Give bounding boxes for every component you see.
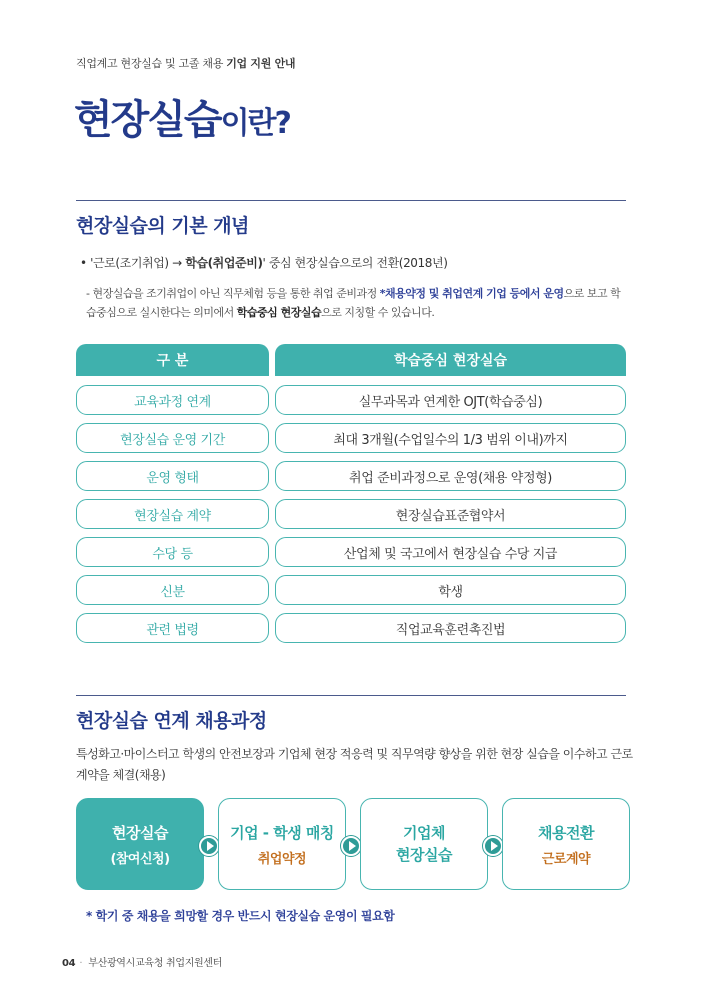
- flow-step-employment-conversion: [502, 798, 630, 890]
- title-main: 현장실습: [74, 97, 221, 143]
- para-part-b: *채용약정 및 취업연계 기업 등에서 운영: [379, 287, 564, 300]
- section2-divider: [76, 695, 626, 696]
- table-row-label: 교육과정 연계: [76, 385, 269, 415]
- page-number: 04: [62, 958, 76, 969]
- bullet-part-c: ' 중심 현장실습으로의 전환(2018년): [262, 256, 448, 270]
- footer-separator: ·: [79, 958, 83, 969]
- play-arrow-icon: [341, 836, 361, 856]
- table-header-learning-practice: 학습중심 현장실습: [275, 344, 626, 376]
- play-arrow-icon: [199, 836, 219, 856]
- concept-bullet: [80, 254, 447, 271]
- header-bold: 기업 지원 안내: [226, 57, 296, 70]
- flow-step-subtitle: 현장실습: [396, 846, 452, 864]
- flow-step-company-practice: [360, 798, 488, 890]
- flow-step-title: 기업체: [403, 824, 445, 842]
- flow-step-title: 기업 - 학생 매칭: [230, 823, 334, 842]
- table-row-label: 현장실습 운영 기간: [76, 423, 269, 453]
- footnote: * 학기 중 채용을 희망할 경우 반드시 현장실습 운영이 필요함: [86, 909, 395, 923]
- page-title: [74, 88, 290, 145]
- flow-step-title: 채용전환: [538, 823, 594, 842]
- para-part-e: 으로 지칭할 수 있습니다.: [321, 306, 435, 319]
- document-header: [76, 55, 295, 71]
- para-part-c: 으로 보고 학습중심으로 실시한다는 의미에서: [86, 287, 621, 319]
- header-prefix: 직업계고 현장실습 및 고졸 채용: [76, 57, 227, 70]
- section1-title: 현장실습의 기본 개념: [76, 215, 249, 237]
- table-header-category: 구 분: [76, 344, 269, 376]
- table-row-label: 신분: [76, 575, 269, 605]
- flow-step-subtitle: (참여신청): [110, 851, 170, 867]
- para-part-a: - 현장실습을 조기취업이 아닌 직무체험 등을 통한 취업 준비과정: [86, 287, 380, 300]
- table-row-value: 현장실습표준협약서: [275, 499, 626, 529]
- flow-step-matching: [218, 798, 346, 890]
- flow-step-title: 현장실습: [112, 823, 168, 842]
- table-row-value: 취업 준비과정으로 운영(채용 약정형): [275, 461, 626, 491]
- table-row-label: 운영 형태: [76, 461, 269, 491]
- table-row-value: 실무과목과 연계한 OJT(학습중심): [275, 385, 626, 415]
- table-row-value: 산업체 및 국고에서 현장실습 수당 지급: [275, 537, 626, 567]
- table-row-value: 최대 3개월(수업일수의 1/3 범위 이내)까지: [275, 423, 626, 453]
- section1-divider: [76, 200, 626, 201]
- para-part-d: 학습중심 현장실습: [236, 306, 322, 319]
- table-row-label: 수당 등: [76, 537, 269, 567]
- bullet-part-a: • '근로(조기취업) →: [80, 256, 186, 270]
- table-row-label: 현장실습 계약: [76, 499, 269, 529]
- section2-title: 현장실습 연계 채용과정: [76, 710, 267, 732]
- flow-step-practice-application: [76, 798, 204, 890]
- footer-organization: 부산광역시교육청 취업지원센터: [88, 958, 223, 969]
- concept-description: [86, 284, 621, 322]
- bullet-part-b: 학습(취업준비): [185, 256, 263, 270]
- page-footer: [62, 954, 222, 969]
- hiring-process-description: 특성화고·마이스터고 학생의 안전보장과 기업체 현장 적응력 및 직무역량 향상을 위한 현장 실습을 이수하고 근로계약을 체결(채용): [76, 747, 633, 782]
- title-suffix: 이란?: [220, 106, 290, 141]
- table-row-value: 학생: [275, 575, 626, 605]
- flow-step-subtitle: 취업약정: [257, 851, 307, 867]
- flow-step-subtitle: 근로계약: [541, 851, 591, 867]
- play-arrow-icon: [483, 836, 503, 856]
- table-row-label: 관련 법령: [76, 613, 269, 643]
- table-row-value: 직업교육훈련촉진법: [275, 613, 626, 643]
